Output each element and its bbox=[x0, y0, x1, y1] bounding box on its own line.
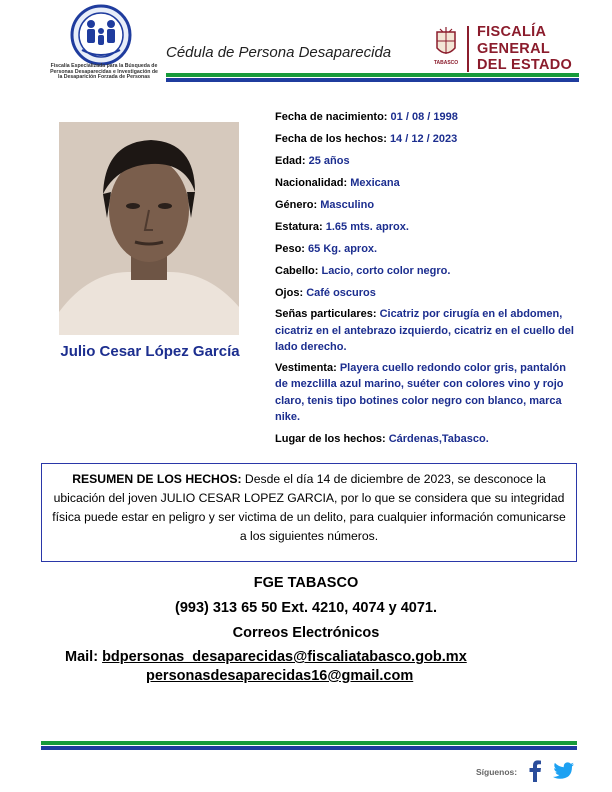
email-line-1 bbox=[65, 649, 467, 665]
hair-label: Cabello: bbox=[275, 265, 319, 277]
header-green-stripe bbox=[166, 73, 579, 77]
event-date-value: 14 / 12 / 2023 bbox=[389, 133, 458, 145]
summary-lead: RESUMEN DE LOS HECHOS: bbox=[72, 472, 242, 486]
height-value: 1.65 mts. aprox. bbox=[325, 221, 409, 233]
mail-label: Mail: bbox=[65, 649, 103, 665]
email-line-2 bbox=[146, 668, 413, 684]
org-line-1: FISCALÍA bbox=[477, 24, 547, 40]
detail-clothing bbox=[275, 360, 575, 426]
place-label: Lugar de los hechos: bbox=[275, 432, 386, 445]
detail-height bbox=[275, 218, 575, 236]
tabasco-emblem bbox=[429, 26, 463, 70]
portrait-placeholder-icon bbox=[59, 122, 239, 335]
header-blue-stripe bbox=[166, 78, 579, 82]
weight-value: 65 Kg. aprox. bbox=[308, 243, 378, 255]
event-date-label: Fecha de los hechos: bbox=[275, 133, 387, 145]
detail-age bbox=[275, 152, 575, 170]
emblem-state-label: TABASCO bbox=[433, 60, 459, 66]
detail-place bbox=[275, 430, 575, 448]
hair-value: Lacio, corto color negro. bbox=[321, 265, 451, 277]
contact-org: FGE TABASCO bbox=[253, 575, 359, 591]
document-title: Cédula de Persona Desaparecida bbox=[166, 44, 392, 61]
summary-text: Desde el día 14 de diciembre de 2023, se desconoce la ubicación del joven JULIO CESAR LOPEZ GARCIA, por lo que se considera que su integridad física puede estar en peligro y ser victima de un delito, para cualquier información comunicarse a los siguientes números. bbox=[52, 472, 566, 543]
fiscalia-general-title bbox=[477, 24, 572, 74]
email-link-1[interactable]: bdpersonas_desaparecidas@fiscaliatabasco.gob.mx bbox=[102, 649, 467, 665]
gender-value: Masculino bbox=[320, 199, 375, 211]
detail-nationality bbox=[275, 174, 575, 192]
detail-birth-date bbox=[275, 108, 575, 126]
header-divider bbox=[467, 26, 469, 72]
place-value: Cárdenas,Tabasco. bbox=[388, 432, 489, 445]
age-label: Edad: bbox=[275, 155, 306, 167]
detail-eyes bbox=[275, 284, 575, 302]
org-line-2: GENERAL bbox=[477, 40, 550, 57]
coat-of-arms-icon bbox=[429, 26, 463, 60]
facebook-icon[interactable] bbox=[528, 760, 542, 782]
detail-hair bbox=[275, 262, 575, 280]
follow-us-label: Síguenos: bbox=[476, 767, 518, 777]
birth-date-label: Fecha de nacimiento: bbox=[275, 111, 388, 123]
twitter-icon[interactable] bbox=[550, 762, 574, 782]
person-details bbox=[275, 108, 575, 452]
eyes-label: Ojos: bbox=[275, 287, 304, 299]
age-value: 25 años bbox=[308, 155, 350, 167]
eyes-value: Café oscuros bbox=[306, 287, 376, 299]
weight-label: Peso: bbox=[275, 243, 305, 255]
marks-value: Cicatriz por cirugía en el abdomen, cicatriz en el antebrazo izquierdo, cicatriz en el cuello del lado derecho. bbox=[275, 308, 574, 353]
family-emblem-icon bbox=[70, 4, 132, 66]
fiscalia-especializada-logo bbox=[48, 4, 160, 88]
clothing-value: Playera cuello redondo color gris, pantalón de mezclilla azul marino, suéter con colores vino y rojo claro, tenis tipo botines color negro con blanco, marca nike. bbox=[275, 361, 566, 423]
footer-blue-stripe bbox=[41, 746, 577, 750]
clothing-label: Vestimenta: bbox=[275, 361, 337, 374]
org-line-3: DEL ESTADO bbox=[477, 57, 573, 73]
nationality-label: Nacionalidad: bbox=[275, 177, 348, 189]
person-name: Julio Cesar López García bbox=[60, 343, 240, 360]
detail-gender bbox=[275, 196, 575, 214]
nationality-value: Mexicana bbox=[350, 177, 400, 189]
detail-event-date bbox=[275, 130, 575, 148]
footer-green-stripe bbox=[41, 741, 577, 745]
email-link-2[interactable]: personasdesaparecidas16@gmail.com bbox=[146, 668, 414, 684]
contact-phone[interactable]: (993) 313 65 50 Ext. 4210, 4074 y 4071. bbox=[174, 600, 437, 616]
height-label: Estatura: bbox=[275, 221, 323, 233]
detail-weight bbox=[275, 240, 575, 258]
person-photo bbox=[59, 122, 239, 335]
marks-label: Señas particulares: bbox=[275, 308, 377, 320]
detail-marks bbox=[275, 306, 575, 356]
birth-date-value: 01 / 08 / 1998 bbox=[390, 111, 458, 123]
gender-label: Género: bbox=[275, 199, 318, 211]
summary-box bbox=[41, 463, 577, 562]
logo-caption: Fiscalía Especializada para la Búsqueda de Personas Desaparecidas e Investigación de la Desaparición Forzada de Personas bbox=[50, 63, 158, 81]
emails-title: Correos Electrónicos bbox=[232, 625, 380, 641]
